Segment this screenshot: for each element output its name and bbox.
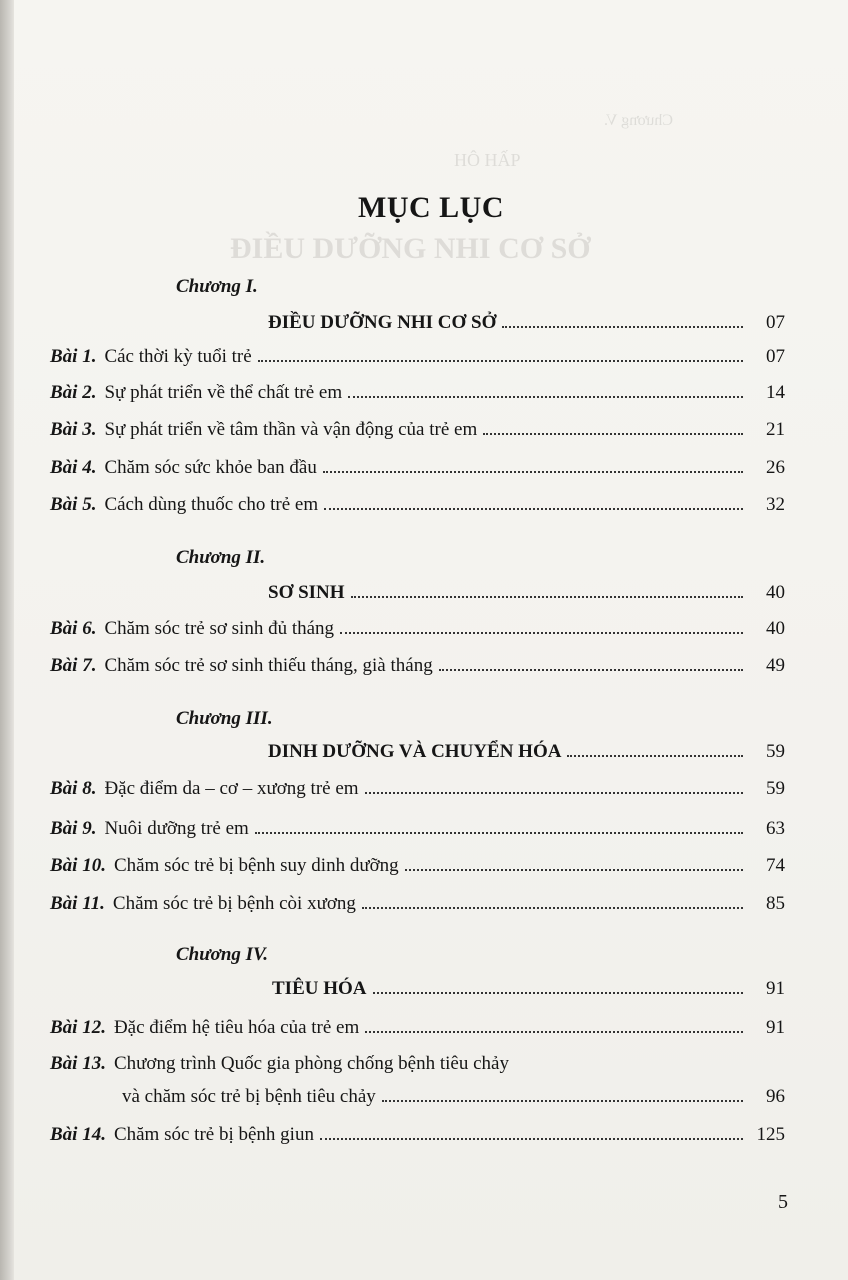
- chapter-heading: SƠ SINH: [268, 582, 345, 603]
- chapter-heading: ĐIỀU DƯỠNG NHI CƠ SỞ: [268, 312, 497, 333]
- toc-entry[interactable]: [50, 814, 785, 842]
- lesson-number: Bài 3.: [50, 419, 97, 440]
- leader-dots: [348, 378, 743, 398]
- toc-entry[interactable]: [50, 415, 785, 443]
- lesson-title: Sự phát triển về thể chất trẻ em: [104, 382, 343, 403]
- lesson-title: Chương trình Quốc gia phòng chống bệnh tiêu chảy: [113, 1053, 509, 1074]
- lesson-number: Bài 6.: [50, 618, 97, 639]
- leader-dots: [567, 737, 743, 757]
- toc-entry[interactable]: [50, 1013, 785, 1041]
- page-number: 5: [778, 1191, 788, 1213]
- leader-dots: [365, 774, 743, 794]
- leader-dots: [323, 453, 743, 473]
- chapter-heading-row[interactable]: [268, 308, 785, 336]
- lesson-title: Chăm sóc trẻ bị bệnh giun: [113, 1124, 314, 1145]
- leader-dots: [324, 490, 743, 510]
- toc-entry[interactable]: [50, 651, 785, 679]
- toc-entry[interactable]: [50, 851, 785, 879]
- chapter-label: Chương IV.: [176, 944, 269, 965]
- bleed-through-text: Chương V.: [604, 112, 674, 129]
- lesson-number: Bài 8.: [50, 778, 97, 799]
- leader-dots: [258, 342, 743, 362]
- toc-entry[interactable]: [50, 614, 785, 642]
- toc-entry-continuation[interactable]: [122, 1082, 785, 1110]
- lesson-title: Chăm sóc trẻ bị bệnh còi xương: [112, 893, 356, 914]
- toc-entry[interactable]: [50, 774, 785, 802]
- lesson-number: Bài 12.: [50, 1017, 106, 1038]
- lesson-number: Bài 2.: [50, 382, 97, 403]
- lesson-title: Cách dùng thuốc cho trẻ em: [104, 494, 319, 515]
- page-ref: 40: [766, 618, 785, 639]
- lesson-number: Bài 14.: [50, 1124, 106, 1145]
- chapter-heading-row[interactable]: [272, 974, 785, 1002]
- toc-entry[interactable]: [50, 1120, 785, 1148]
- page-ref: 14: [766, 382, 785, 403]
- leader-dots: [382, 1082, 743, 1102]
- lesson-title: Chăm sóc trẻ bị bệnh suy dinh dưỡng: [113, 855, 399, 876]
- lesson-number: Bài 5.: [50, 494, 97, 515]
- page-ref: 59: [766, 741, 785, 762]
- lesson-title: Chăm sóc trẻ sơ sinh đủ tháng: [104, 618, 335, 639]
- bleed-through-text: HÔ HẤP: [454, 150, 521, 170]
- leader-dots: [362, 889, 743, 909]
- lesson-title: Đặc điểm hệ tiêu hóa của trẻ em: [113, 1017, 360, 1038]
- chapter-label: Chương I.: [176, 276, 258, 297]
- chapter-heading: TIÊU HÓA: [272, 978, 367, 999]
- book-page: [14, 0, 848, 1280]
- lesson-title: Chăm sóc trẻ sơ sinh thiếu tháng, già tháng: [104, 655, 433, 676]
- lesson-number: Bài 9.: [50, 818, 97, 839]
- chapter-label: Chương III.: [176, 708, 273, 729]
- leader-dots: [439, 651, 743, 671]
- chapter-heading-row[interactable]: [268, 737, 785, 765]
- lesson-title-continuation: và chăm sóc trẻ bị bệnh tiêu chảy: [122, 1086, 376, 1107]
- lesson-title: Nuôi dưỡng trẻ em: [104, 818, 249, 839]
- page-ref: 49: [766, 655, 785, 676]
- leader-dots: [255, 814, 743, 834]
- page-ref: 26: [766, 457, 785, 478]
- toc-entry[interactable]: [50, 342, 785, 370]
- lesson-number: Bài 11.: [50, 893, 105, 914]
- leader-dots: [365, 1013, 743, 1033]
- page-ref: 96: [766, 1086, 785, 1107]
- leader-dots: [320, 1120, 743, 1140]
- leader-dots: [502, 308, 743, 328]
- lesson-number: Bài 1.: [50, 346, 97, 367]
- lesson-number: Bài 7.: [50, 655, 97, 676]
- page-ref: 07: [766, 346, 785, 367]
- page-edge-shadow: [0, 0, 14, 1280]
- page-ref: 85: [766, 893, 785, 914]
- page-ref: 32: [766, 494, 785, 515]
- page-ref: 21: [766, 419, 785, 440]
- page-ref: 91: [766, 1017, 785, 1038]
- page-ref: 07: [766, 312, 785, 333]
- page-ref: 91: [766, 978, 785, 999]
- chapter-heading: DINH DƯỠNG VÀ CHUYỂN HÓA: [268, 741, 562, 762]
- lesson-title: Đặc điểm da – cơ – xương trẻ em: [104, 778, 359, 799]
- leader-dots: [373, 974, 744, 994]
- page-ref: 40: [766, 582, 785, 603]
- page-ref: 74: [766, 855, 785, 876]
- toc-entry[interactable]: [50, 1050, 785, 1078]
- toc-entry[interactable]: [50, 889, 785, 917]
- toc-entry[interactable]: [50, 490, 785, 518]
- bleed-through-text: ĐIỀU DƯỠNG NHI CƠ SỞ: [230, 232, 591, 265]
- lesson-title: Các thời kỳ tuổi trẻ: [104, 346, 252, 367]
- lesson-title: Chăm sóc sức khỏe ban đầu: [104, 457, 317, 478]
- page-ref: 59: [766, 778, 785, 799]
- lesson-title: Sự phát triển về tâm thần và vận động của trẻ em: [104, 419, 478, 440]
- chapter-heading-row[interactable]: [268, 578, 785, 606]
- leader-dots: [483, 415, 743, 435]
- leader-dots: [405, 851, 743, 871]
- toc-entry[interactable]: [50, 378, 785, 406]
- lesson-number: Bài 10.: [50, 855, 106, 876]
- page-ref: 125: [756, 1124, 785, 1145]
- page-ref: 63: [766, 818, 785, 839]
- leader-dots: [351, 578, 743, 598]
- chapter-label: Chương II.: [176, 547, 266, 568]
- page-title: MỤC LỤC: [358, 191, 504, 224]
- lesson-number: Bài 4.: [50, 457, 97, 478]
- lesson-number: Bài 13.: [50, 1053, 106, 1074]
- leader-dots: [340, 614, 743, 634]
- toc-entry[interactable]: [50, 453, 785, 481]
